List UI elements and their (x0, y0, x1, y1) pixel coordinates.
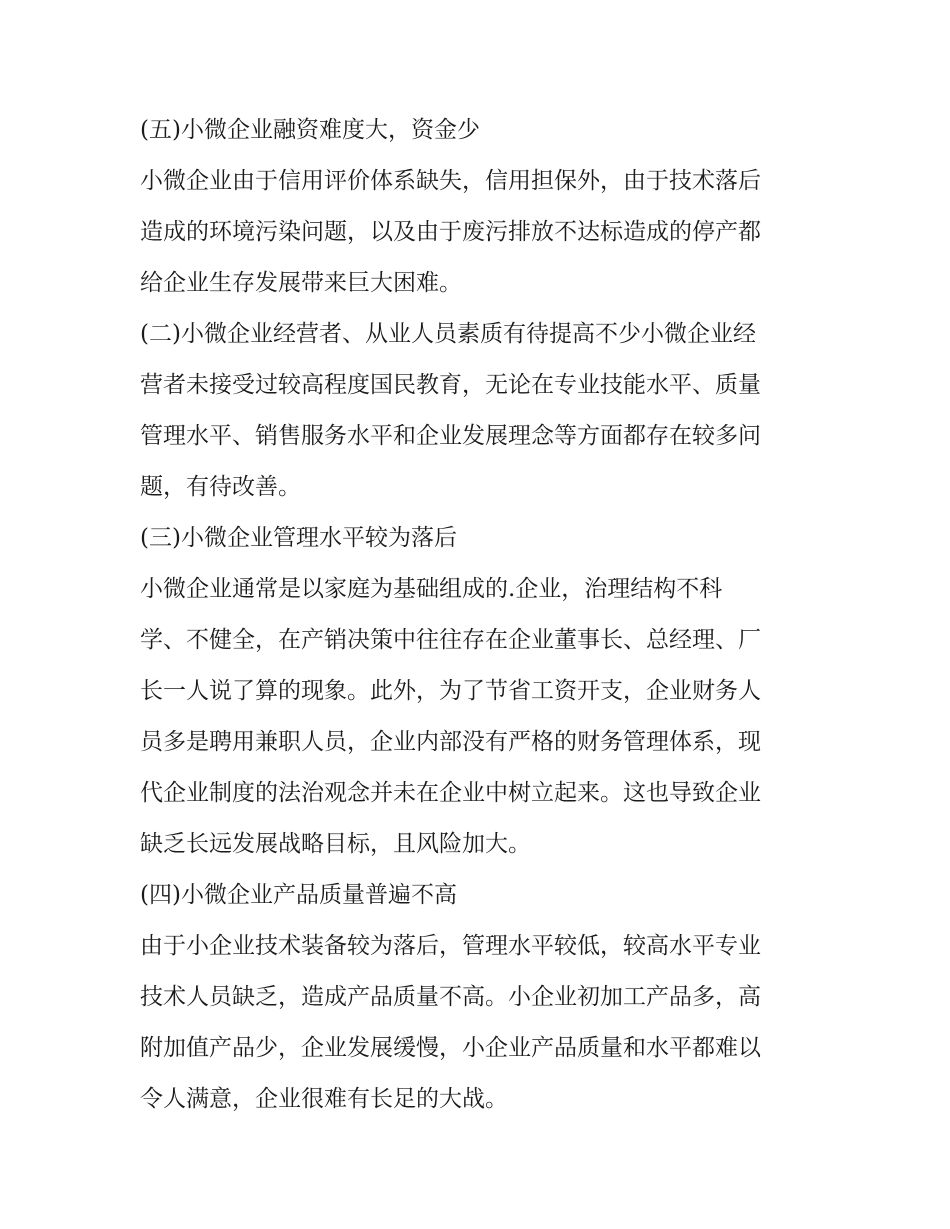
section-heading-three: (三)小微企业管理水平较为落后 (140, 525, 457, 551)
paragraph-line: 员多是聘用兼职人员，企业内部没有严格的财务管理体系，现 (140, 729, 761, 755)
paragraph-line: 代企业制度的法治观念并未在企业中树立起来。这也导致企业 (140, 780, 761, 806)
section-heading-two: (二)小微企业经营者、从业人员素质有待提高不少小微企业经 (140, 321, 756, 347)
paragraph-line: 学、不健全，在产销决策中往往存在企业董事长、总经理、厂 (140, 627, 761, 653)
paragraph-line: 小微企业由于信用评价体系缺失，信用担保外，由于技术落后 (140, 168, 761, 194)
paragraph-line: 长一人说了算的现象。此外，为了节省工资开支，企业财务人 (140, 678, 761, 704)
section-heading-five: (五)小微企业融资难度大，资金少 (140, 117, 480, 143)
paragraph-line: 小微企业通常是以家庭为基础组成的.企业，治理结构不科 (140, 576, 723, 602)
section-heading-four: (四)小微企业产品质量普遍不高 (140, 882, 457, 908)
document-body (140, 105, 815, 1125)
paragraph-line: 题，有待改善。 (140, 474, 301, 500)
paragraph-line: 技术人员缺乏，造成产品质量不高。小企业初加工产品多，高 (140, 984, 761, 1010)
paragraph-line: 营者未接受过较高程度国民教育，无论在专业技能水平、质量 (140, 372, 761, 398)
paragraph-line: 令人满意，企业很难有长足的大战。 (140, 1086, 508, 1112)
paragraph-line: 造成的环境污染问题，以及由于废污排放不达标造成的停产都 (140, 219, 761, 245)
paragraph-line: 管理水平、销售服务水平和企业发展理念等方面都存在较多问 (140, 423, 761, 449)
paragraph-line: 缺乏长远发展战略目标，且风险加大。 (140, 831, 531, 857)
paragraph-line: 给企业生存发展带来巨大困难。 (140, 270, 462, 296)
paragraph-line: 由于小企业技术装备较为落后，管理水平较低，较高水平专业 (140, 933, 761, 959)
paragraph-line: 附加值产品少，企业发展缓慢，小企业产品质量和水平都难以 (140, 1035, 761, 1061)
